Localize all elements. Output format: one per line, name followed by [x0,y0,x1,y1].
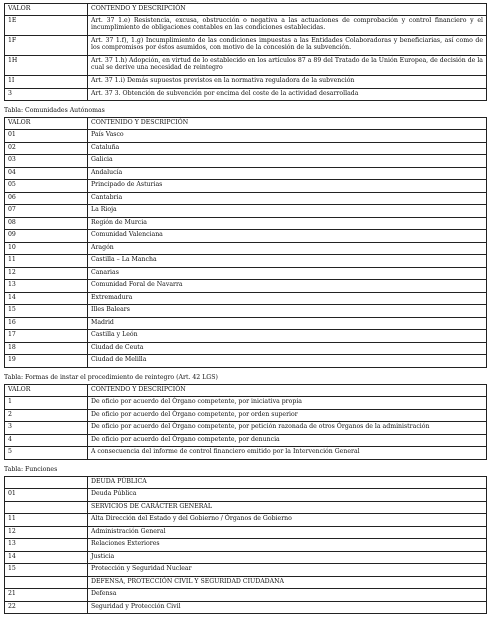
row-description: Cantabria [88,192,487,205]
row-description: País Vasco [88,130,487,143]
row-description: Art. 37 1.h) Adopción, en virtud de lo establecido en los artículos 87 a 89 del Tratado de la Unión Europea, de decisión de la cual se derive una necesidad de reintegro [88,56,487,76]
row-description: DEUDA PÚBLICA [88,476,487,489]
row-description: Aragón [88,242,487,255]
row-value: 3 [5,422,88,435]
table-row [5,16,487,36]
table-row [5,205,487,218]
table-row [5,434,487,447]
table-row [5,88,487,101]
row-description: Cataluña [88,142,487,155]
row-value: 19 [5,355,88,368]
header-descripcion: CONTENDO Y DESCRIPCIÓN [88,385,487,397]
table-row [5,447,487,460]
row-value: 12 [5,526,88,539]
row-value: 1H [5,56,88,76]
row-description: Administración General [88,526,487,539]
row-description: DEFENSA, PROTECCIÓN CIVIL Y SEGURIDAD CIUDADANA [88,576,487,589]
header-descripcion: CONTENIDO Y DESCRIPCIÓN [88,118,487,130]
row-description: Ciudad de Ceuta [88,342,487,355]
row-description: Seguridad y Protección Civil [88,601,487,614]
row-value [5,476,88,489]
table-row [5,601,487,614]
row-value: 04 [5,167,88,180]
row-value: 07 [5,205,88,218]
row-value: 1I [5,76,88,89]
row-description: De oficio por acuerdo del Órgano competente, por petición razonada de otros Órganos de la administración [88,422,487,435]
table-title-formas-reintegro: Tabla: Formas de instar el procedimiento de reintegro (Art. 42 LGS) [4,373,218,381]
row-value: 01 [5,130,88,143]
row-value: 2 [5,409,88,422]
table-row [5,255,487,268]
table-row [5,589,487,602]
row-description: La Rioja [88,205,487,218]
row-value: 17 [5,330,88,343]
row-description: Comunidad Valenciana [88,230,487,243]
row-description: Castilla y León [88,330,487,343]
row-description: Principado de Asturias [88,180,487,193]
row-value: 05 [5,180,88,193]
row-description: De oficio por acuerdo del Órgano competente, por denuncia [88,434,487,447]
header-valor: VALOR [5,4,88,16]
row-value [5,501,88,514]
table-row [5,292,487,305]
row-value: 18 [5,342,88,355]
table-row [5,514,487,527]
row-description: SERVICIOS DE CARÁCTER GENERAL [88,501,487,514]
row-value: 21 [5,589,88,602]
table-row [5,317,487,330]
table-row [5,230,487,243]
row-description: Art. 37 3. Obtención de subvención por encima del coste de la actividad desarrollada [88,88,487,101]
row-value: 10 [5,242,88,255]
row-description: Illes Balears [88,305,487,318]
row-description: Art. 37 1.f), 1.g) Incumplimiento de las condiciones impuestas a las Entidades Colaboradoras y beneficiarias, así como de los compromisos por éstos asumidos, con motivo de la concesión de la subvención. [88,36,487,56]
row-value: 13 [5,280,88,293]
row-value: 4 [5,434,88,447]
row-value: 12 [5,267,88,280]
row-description: Deuda Pública [88,489,487,502]
table-row [5,192,487,205]
row-description: Castilla – La Mancha [88,255,487,268]
table-row [5,180,487,193]
table-title-comunidades: Tabla: Comunidades Autónomas [4,107,105,114]
table-row [5,130,487,143]
row-description: Ciudad de Melilla [88,355,487,368]
row-value: 22 [5,601,88,614]
row-description: Defensa [88,589,487,602]
document-page [4,3,487,614]
row-value: 09 [5,230,88,243]
table-row [5,342,487,355]
row-value: 01 [5,489,88,502]
table-row [5,526,487,539]
row-value: 1F [5,36,88,56]
table-row [5,397,487,410]
row-value: 15 [5,564,88,577]
table-row [5,242,487,255]
row-description: Art. 37 1.i) Demás supuestos previstos en la normativa reguladora de la subvención [88,76,487,89]
header-valor: VALOR [5,385,88,397]
row-value: 1E [5,16,88,36]
row-description: De oficio por acuerdo del Órgano competente, por iniciativa propia [88,397,487,410]
row-description: Comunidad Foral de Navarra [88,280,487,293]
row-value: 1 [5,397,88,410]
row-value: 3 [5,88,88,101]
row-description: Extremadura [88,292,487,305]
row-description: De oficio por acuerdo del Órgano competente, por orden superior [88,409,487,422]
row-description: Justicia [88,551,487,564]
row-description: Andalucía [88,167,487,180]
row-value: 02 [5,142,88,155]
table-header-row [5,4,487,16]
comunidades-table [4,117,487,368]
row-description: Alta Dirección del Estado y del Gobierno / Órganos de Gobierno [88,514,487,527]
row-value: 11 [5,255,88,268]
row-description: Relaciones Exteriores [88,539,487,552]
row-value: 11 [5,514,88,527]
row-description: Región de Murcia [88,217,487,230]
table-row [5,355,487,368]
table-row [5,564,487,577]
table-title-funciones: Tabla: Funciones [4,465,58,473]
row-value: 03 [5,155,88,168]
table-row [5,476,487,489]
row-value: 5 [5,447,88,460]
row-value: 16 [5,317,88,330]
row-description: Madrid [88,317,487,330]
table-row [5,280,487,293]
table-row [5,489,487,502]
row-description: A consecuencia del informe de control financiero emitido por la Intervención General [88,447,487,460]
table-row [5,305,487,318]
table-row [5,576,487,589]
table-row [5,167,487,180]
table-row [5,76,487,89]
table-row [5,56,487,76]
row-value: 15 [5,305,88,318]
table-row [5,501,487,514]
table-row [5,155,487,168]
header-valor: VALOR [5,118,88,130]
formas-reintegro-table [4,384,487,460]
table-row [5,409,487,422]
row-value: 13 [5,539,88,552]
row-value: 08 [5,217,88,230]
row-description: Galicia [88,155,487,168]
row-value [5,576,88,589]
table-row [5,36,487,56]
row-value: 14 [5,551,88,564]
causas-reintegro-table [4,3,487,101]
row-value: 06 [5,192,88,205]
table-row [5,142,487,155]
row-description: Art. 37 1.e) Resistencia, excusa, obstrucción o negativa a las actuaciones de comprobación y control financiero y el incumplimiento de obligaciones contables en las condiciones establecidas. [88,16,487,36]
row-value: 14 [5,292,88,305]
table-header-row [5,385,487,397]
table-row [5,217,487,230]
table-row [5,422,487,435]
table-row [5,267,487,280]
table-row [5,551,487,564]
table-row [5,539,487,552]
header-descripcion: CONTENDO Y DESCRIPCIÓN [88,4,487,16]
table-header-row [5,118,487,130]
funciones-table [4,476,487,615]
table-row [5,330,487,343]
row-description: Canarias [88,267,487,280]
row-description: Protección y Seguridad Nuclear [88,564,487,577]
